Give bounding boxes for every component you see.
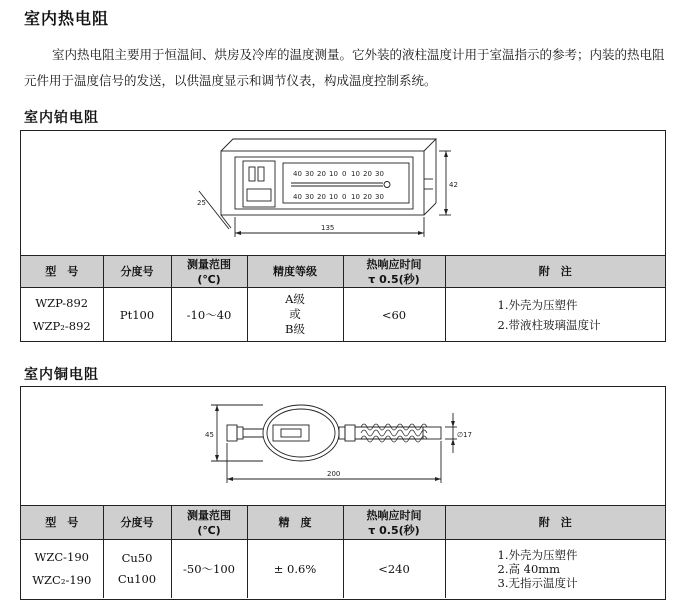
- scale-label: 30: [305, 193, 314, 201]
- cell-graduation: Pt100: [103, 288, 171, 342]
- platinum-panel: [20, 130, 666, 342]
- scale-label: 20: [363, 193, 372, 201]
- platinum-resistor-drawing: [21, 131, 665, 255]
- platinum-spec-table: [21, 255, 665, 342]
- copper-resistor-drawing: [21, 387, 665, 505]
- cell-accuracy: ± 0.6%: [247, 540, 343, 598]
- scale-label: 20: [317, 170, 326, 178]
- copper-panel: [20, 386, 666, 600]
- scale-label: 30: [375, 170, 384, 178]
- header-model: 型 号: [21, 256, 103, 288]
- table-row: [21, 540, 665, 598]
- scale-label: 40: [293, 170, 302, 178]
- cell-notes: 1.外壳为压塑件 2.高 40mm 3.无指示温度计: [445, 540, 665, 598]
- scale-label: 30: [375, 193, 384, 201]
- dimension-width: 200: [327, 470, 341, 478]
- header-notes: 附 注: [445, 506, 665, 540]
- cell-range: -10～40: [171, 288, 247, 342]
- dimension-height: 42: [449, 181, 458, 189]
- cell-graduation: Cu50 Cu100: [103, 540, 171, 598]
- section-title-copper: 室内铜电阻: [24, 367, 99, 383]
- dimension-width: 135: [321, 224, 335, 232]
- cell-response: <60: [343, 288, 445, 342]
- header-range: 测量范围 (℃): [171, 506, 247, 540]
- dimension-height: 45: [205, 431, 214, 439]
- header-graduation: 分度号: [103, 256, 171, 288]
- intro-text: 室内热电阻主要用于恒温间、烘房及冷库的温度测量。它外装的液柱温度计用于室温指示的参考；内装的热电阻元件用于温度信号的发送，以供温度显示和调节仪表，构成温度控制系统。: [24, 47, 665, 88]
- intro-paragraph: [24, 42, 666, 94]
- cell-notes: 1.外壳为压塑件 2.带液柱玻璃温度计: [445, 288, 665, 342]
- copper-spec-table: [21, 505, 665, 598]
- dimension-diameter: ∅17: [457, 431, 473, 439]
- header-range: 测量范围 (℃): [171, 256, 247, 288]
- scale-label: 30: [305, 170, 314, 178]
- scale-label: 10: [329, 193, 338, 201]
- scale-label: 40: [293, 193, 302, 201]
- header-notes: 附 注: [445, 256, 665, 288]
- scale-label: 10: [351, 193, 360, 201]
- table-row: [21, 288, 665, 342]
- cell-range: -50～100: [171, 540, 247, 598]
- cell-response: <240: [343, 540, 445, 598]
- scale-label: 20: [317, 193, 326, 201]
- platinum-drawing: [21, 131, 665, 255]
- scale-label: 0: [342, 193, 347, 201]
- header-graduation: 分度号: [103, 506, 171, 540]
- copper-drawing: [21, 387, 665, 505]
- cell-model: WZC-190 WZC₂-190: [21, 540, 103, 598]
- cell-accuracy: A级 或 B级: [247, 288, 343, 342]
- cell-model: WZP-892 WZP₂-892: [21, 288, 103, 342]
- header-model: 型 号: [21, 506, 103, 540]
- header-accuracy: 精 度: [247, 506, 343, 540]
- header-response: 热响应时间 τ 0.5(秒): [343, 506, 445, 540]
- header-accuracy: 精度等级: [247, 256, 343, 288]
- header-response: 热响应时间 τ 0.5(秒): [343, 256, 445, 288]
- section-title-platinum: 室内铂电阻: [24, 110, 99, 126]
- scale-label: 10: [329, 170, 338, 178]
- scale-label: 10: [351, 170, 360, 178]
- dimension-depth: 25: [197, 199, 206, 207]
- scale-label: 20: [363, 170, 372, 178]
- page-title: 室内热电阻: [24, 9, 110, 28]
- scale-label: 0: [342, 170, 347, 178]
